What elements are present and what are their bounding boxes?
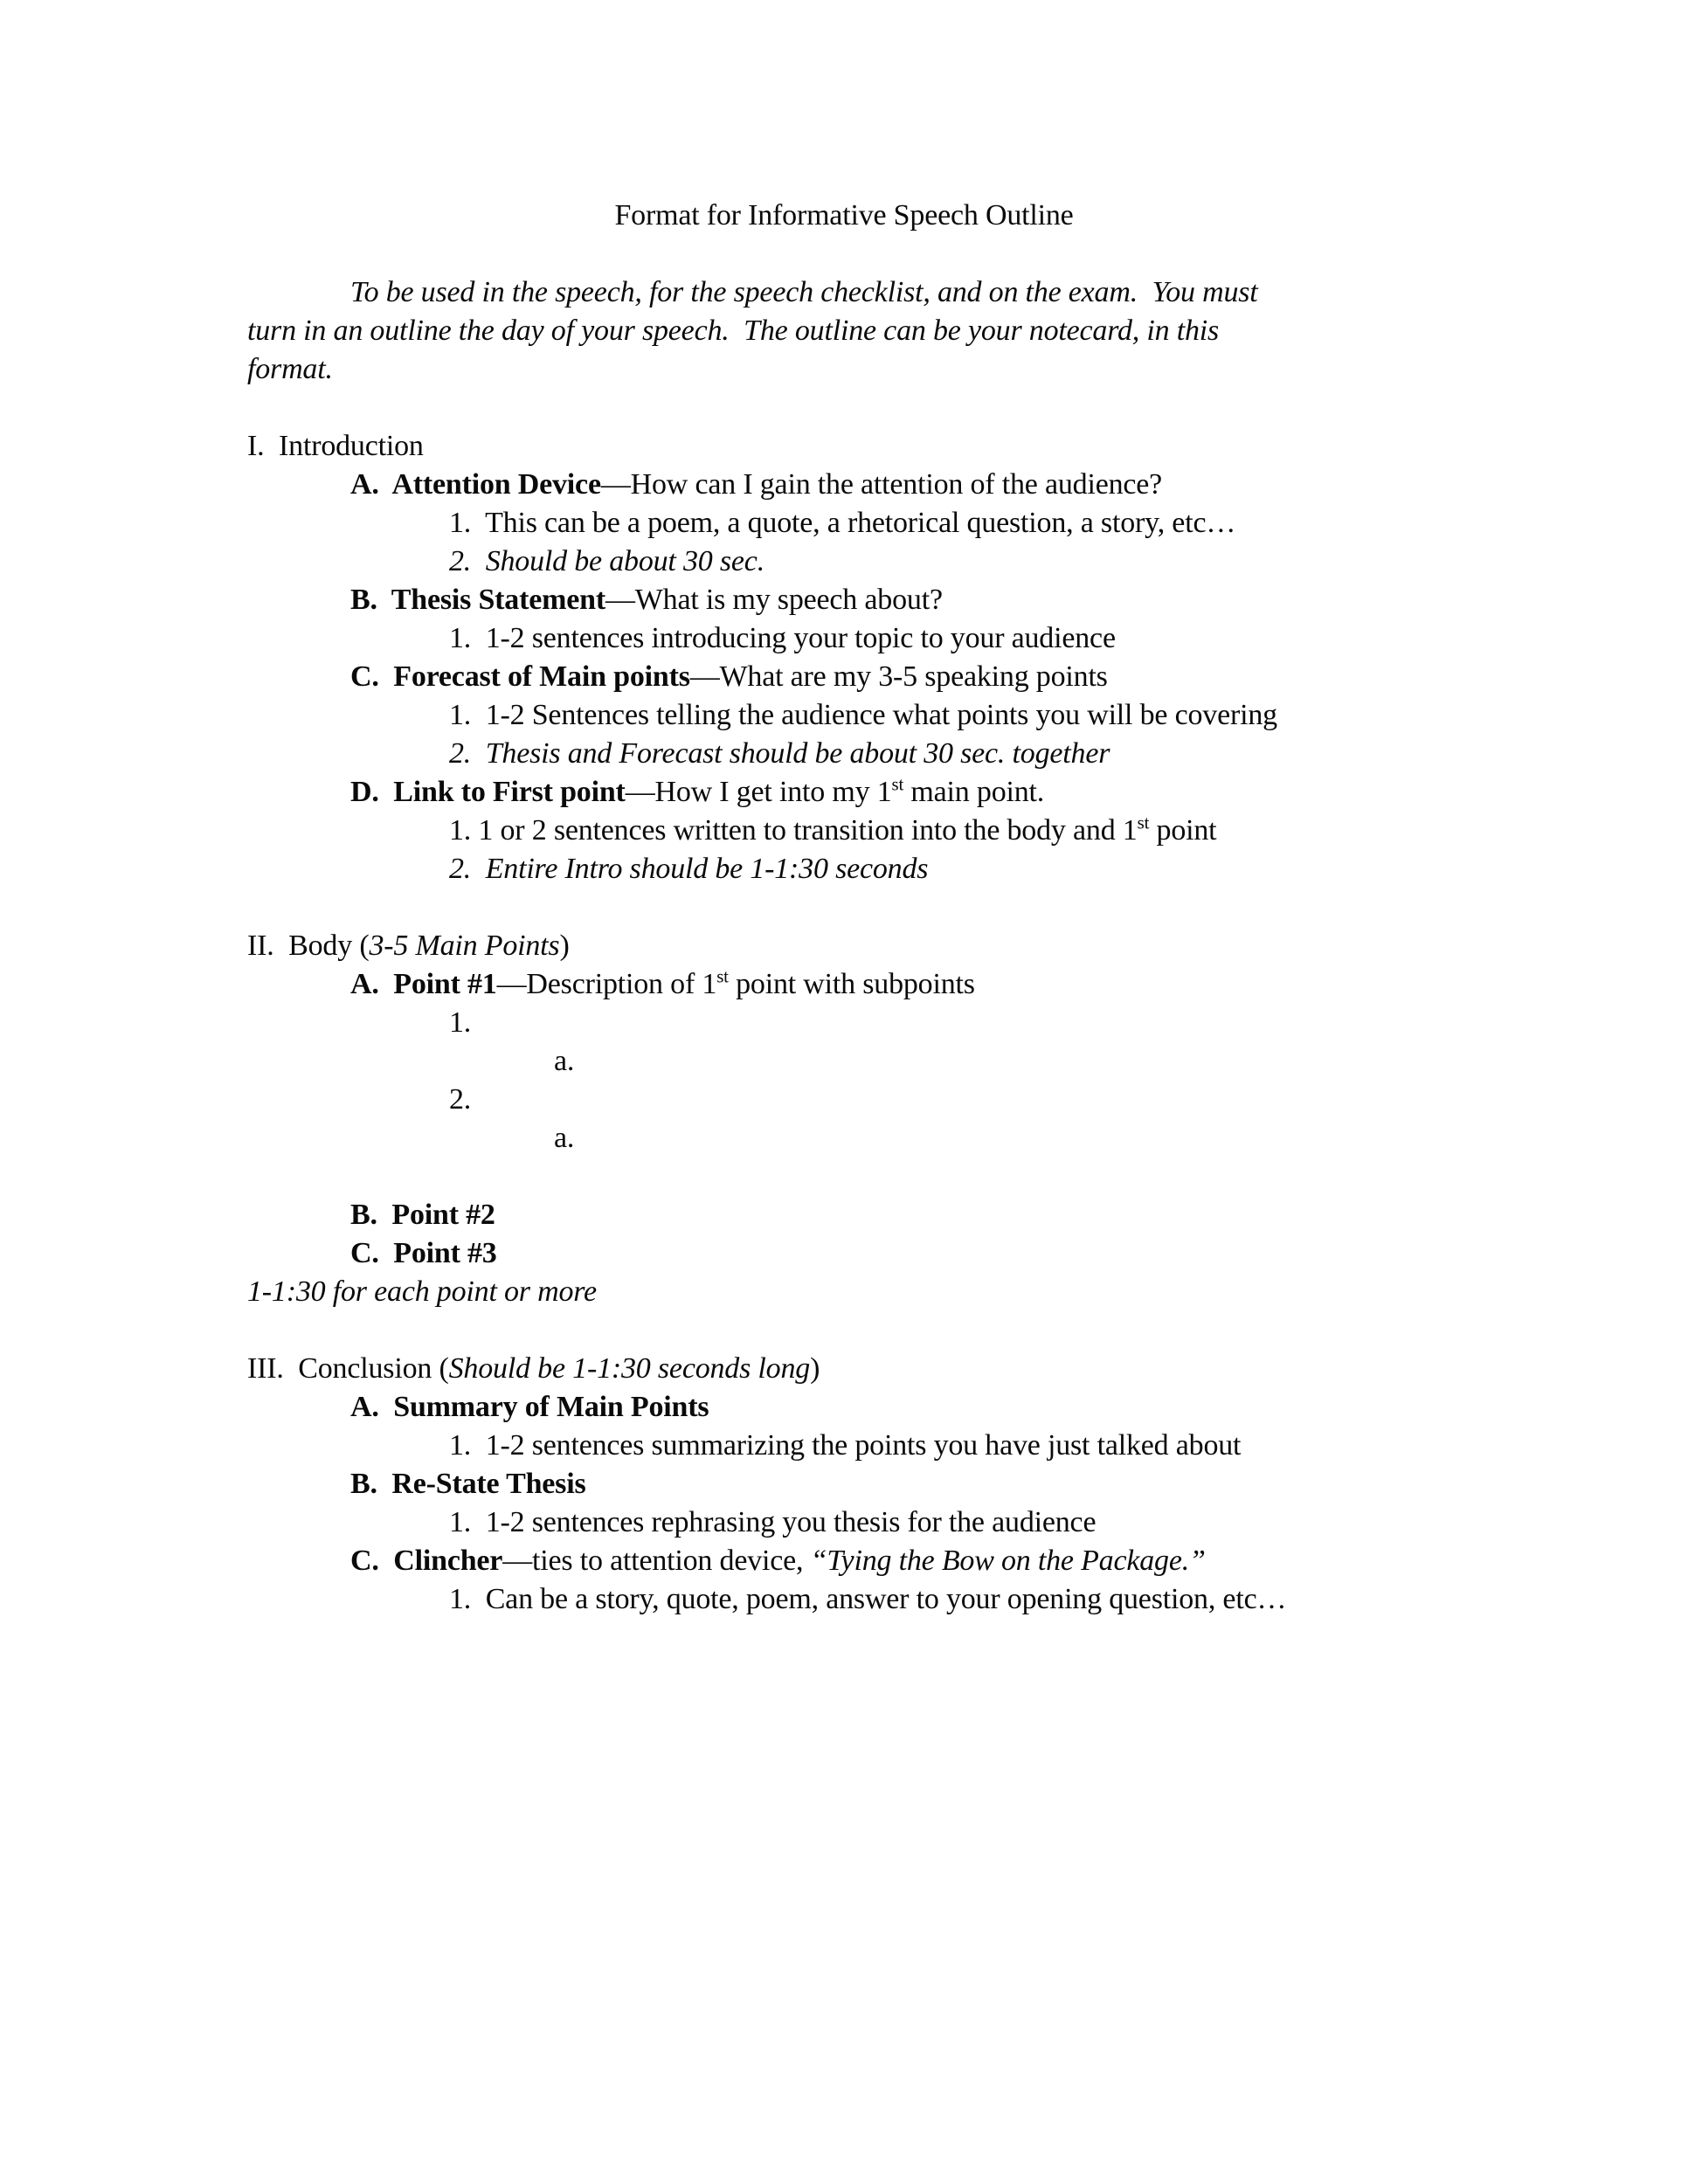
item-3b-sub-1: 1. 1-2 sentences rephrasing you thesis for the audience — [449, 1506, 1097, 1538]
item-3c-term: Clincher — [393, 1545, 503, 1577]
intro-paragraph-line-1: To be used in the speech, for the speech checklist, and on the exam. You must — [350, 276, 1258, 308]
item-1a-term: Attention Device — [391, 468, 601, 501]
item-1d-label: D. — [350, 776, 394, 808]
item-1d-sub-1-tail: point — [1149, 814, 1217, 847]
item-1b-term: Thesis Statement — [391, 584, 605, 616]
item-2b-label: B. — [350, 1199, 392, 1231]
item-1c-term: Forecast of Main points — [393, 660, 690, 693]
item-1a-text: —How can I gain the attention of the audience? — [600, 468, 1163, 501]
section-2-timing-note: 1-1:30 for each point or more — [247, 1275, 597, 1308]
superscript-ordinal: st — [891, 773, 904, 795]
item-2a-sub-1a: a. — [554, 1045, 575, 1077]
item-3a-label: A. — [350, 1391, 394, 1423]
item-3b — [0, 1465, 1688, 1503]
spacer — [0, 888, 1688, 927]
section-1-title: Introduction — [279, 430, 424, 462]
item-3c — [0, 1542, 1688, 1580]
item-1b — [0, 581, 1688, 619]
intro-paragraph-line-2: turn in an outline the day of your speech. The outline can be your notecard, in this — [247, 314, 1220, 347]
item-1a-label: A. — [350, 468, 392, 501]
item-2c — [0, 1234, 1688, 1273]
item-3a — [0, 1388, 1688, 1427]
spacer — [0, 235, 1688, 273]
item-2b — [0, 1196, 1688, 1234]
item-2a-sub-2: 2. — [449, 1083, 472, 1116]
item-1c-text: —What are my 3-5 speaking points — [689, 660, 1108, 693]
item-2c-label: C. — [350, 1237, 394, 1269]
item-1d-sub-1 — [0, 812, 1688, 850]
item-3c-sub-1: 1. Can be a story, quote, poem, answer to your opening question, etc… — [449, 1583, 1287, 1615]
item-1c-label: C. — [350, 660, 394, 693]
section-2-numeral: II. — [247, 930, 289, 962]
item-1c-sub-1: 1. 1-2 Sentences telling the audience what points you will be covering — [449, 699, 1277, 731]
section-3-numeral: III. — [247, 1352, 299, 1385]
section-3-heading — [0, 1350, 1688, 1388]
section-3-title-italic: Should be 1-1:30 seconds long — [448, 1352, 811, 1385]
item-1d-text: —How I get into my 1 — [625, 776, 892, 808]
item-1a-sub-2: 2. Should be about 30 sec. — [449, 545, 764, 577]
item-1d-text-tail: main point. — [903, 776, 1045, 808]
item-2a-text-tail: point with subpoints — [728, 968, 975, 1000]
item-2a-term: Point #1 — [393, 968, 497, 1000]
item-2a-label: A. — [350, 968, 394, 1000]
item-2c-term: Point #3 — [393, 1237, 497, 1269]
intro-paragraph-line-3: format. — [247, 353, 333, 385]
item-1c — [0, 658, 1688, 696]
item-1c-sub-2: 2. Thesis and Forecast should be about 30 sec. together — [449, 737, 1110, 770]
item-1d-term: Link to First point — [393, 776, 626, 808]
item-2a-sub-1: 1. — [449, 1006, 472, 1039]
spacer — [0, 389, 1688, 427]
item-3c-quote: “Tying the Bow on the Package.” — [810, 1545, 1206, 1577]
item-2b-term: Point #2 — [391, 1199, 495, 1231]
superscript-ordinal: st — [1137, 812, 1150, 833]
item-1d-sub-2: 2. Entire Intro should be 1-1:30 seconds — [449, 853, 929, 885]
item-2a — [0, 965, 1688, 1004]
item-1b-sub-1: 1. 1-2 sentences introducing your topic to your audience — [449, 622, 1116, 654]
item-3b-term: Re-State Thesis — [391, 1468, 586, 1500]
superscript-ordinal: st — [716, 965, 729, 987]
item-3c-label: C. — [350, 1545, 394, 1577]
section-3-title-close: ) — [810, 1352, 820, 1385]
section-2-title: Body ( — [288, 930, 370, 962]
item-1d — [0, 773, 1688, 812]
section-2-title-close: ) — [559, 930, 570, 962]
spacer — [0, 1158, 1688, 1196]
section-2-title-italic: 3-5 Main Points — [369, 930, 560, 962]
section-1-heading — [0, 427, 1688, 466]
item-1d-sub-1-text: 1. 1 or 2 sentences written to transition into the body and 1 — [449, 814, 1138, 847]
item-1a — [0, 466, 1688, 504]
item-2a-sub-2a: a. — [554, 1122, 575, 1154]
item-3a-sub-1: 1. 1-2 sentences summarizing the points you have just talked about — [449, 1429, 1242, 1462]
section-3-title: Conclusion ( — [298, 1352, 449, 1385]
item-3c-text: —ties to attention device, — [502, 1545, 811, 1577]
item-1a-sub-1: 1. This can be a poem, a quote, a rhetorical question, a story, etc… — [449, 507, 1236, 539]
page-title: Format for Informative Speech Outline — [614, 199, 1074, 232]
item-1b-label: B. — [350, 584, 391, 616]
item-2a-text: —Description of 1 — [496, 968, 717, 1000]
item-1b-text: —What is my speech about? — [605, 584, 943, 616]
spacer — [0, 1311, 1688, 1350]
item-3b-label: B. — [350, 1468, 392, 1500]
section-2-heading — [0, 927, 1688, 965]
item-3a-term: Summary of Main Points — [393, 1391, 709, 1423]
section-1-numeral: I. — [247, 430, 280, 462]
